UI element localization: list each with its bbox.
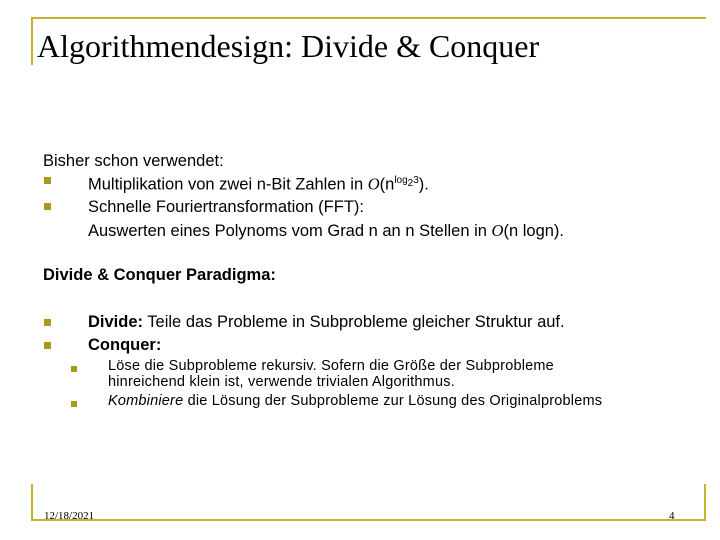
exponent-log: log <box>394 175 408 186</box>
item-fft: Schnelle Fouriertransformation (FFT): <box>88 198 364 216</box>
bullet-icon <box>44 177 51 184</box>
subitem-rekursiv-line2: hinreichend klein ist, verwende trivialen Algorithmus. <box>108 374 455 390</box>
big-o-symbol: O <box>367 174 380 194</box>
title-frame-left <box>31 17 33 65</box>
intro-text: Bisher schon verwendet: <box>43 152 224 170</box>
page-number: 4 <box>669 510 675 522</box>
subitem-rekursiv-line1: Löse die Subprobleme rekursiv. Sofern die Größe der Subprobleme <box>108 358 554 374</box>
slide-title: Algorithmendesign: Divide & Conquer <box>37 28 540 64</box>
item-divide <box>88 312 565 332</box>
item-text: Auswerten eines Polynoms vom Grad n an n Stellen in <box>88 222 492 240</box>
bullet-icon <box>71 401 77 407</box>
bullet-icon <box>44 203 51 210</box>
bullet-icon <box>44 342 51 349</box>
item-text: (n <box>379 175 395 194</box>
exponent-base: 2 <box>407 178 414 189</box>
item-text: die Lösung der Subprobleme zur Lösung des Originalproblems <box>183 393 603 409</box>
bullet-icon <box>71 366 77 372</box>
subitem-kombiniere <box>108 393 602 410</box>
item-fft-continuation <box>88 221 564 241</box>
exponent-arg: 3 <box>413 175 419 186</box>
item-multiplikation <box>88 171 429 195</box>
big-o-symbol: O <box>491 221 504 240</box>
item-text: (n logn). <box>503 222 564 240</box>
footer-frame-right <box>704 484 706 521</box>
item-label: Conquer: <box>88 336 162 354</box>
paradigm-heading: Divide & Conquer Paradigma: <box>43 266 276 284</box>
item-text: Multiplikation von zwei n-Bit Zahlen in <box>88 175 368 194</box>
item-text: Teile das Probleme in Subprobleme gleicher Struktur auf. <box>143 313 565 331</box>
item-emphasis: Kombiniere <box>108 393 184 409</box>
item-text: ). <box>418 175 429 194</box>
item-conquer <box>88 335 161 355</box>
item-label: Divide: <box>88 313 144 331</box>
footer-date: 12/18/2021 <box>44 510 95 522</box>
bullet-icon <box>44 319 51 326</box>
footer-frame-bottom <box>31 519 706 521</box>
title-frame-top <box>31 17 706 19</box>
footer-frame-left <box>31 484 33 521</box>
